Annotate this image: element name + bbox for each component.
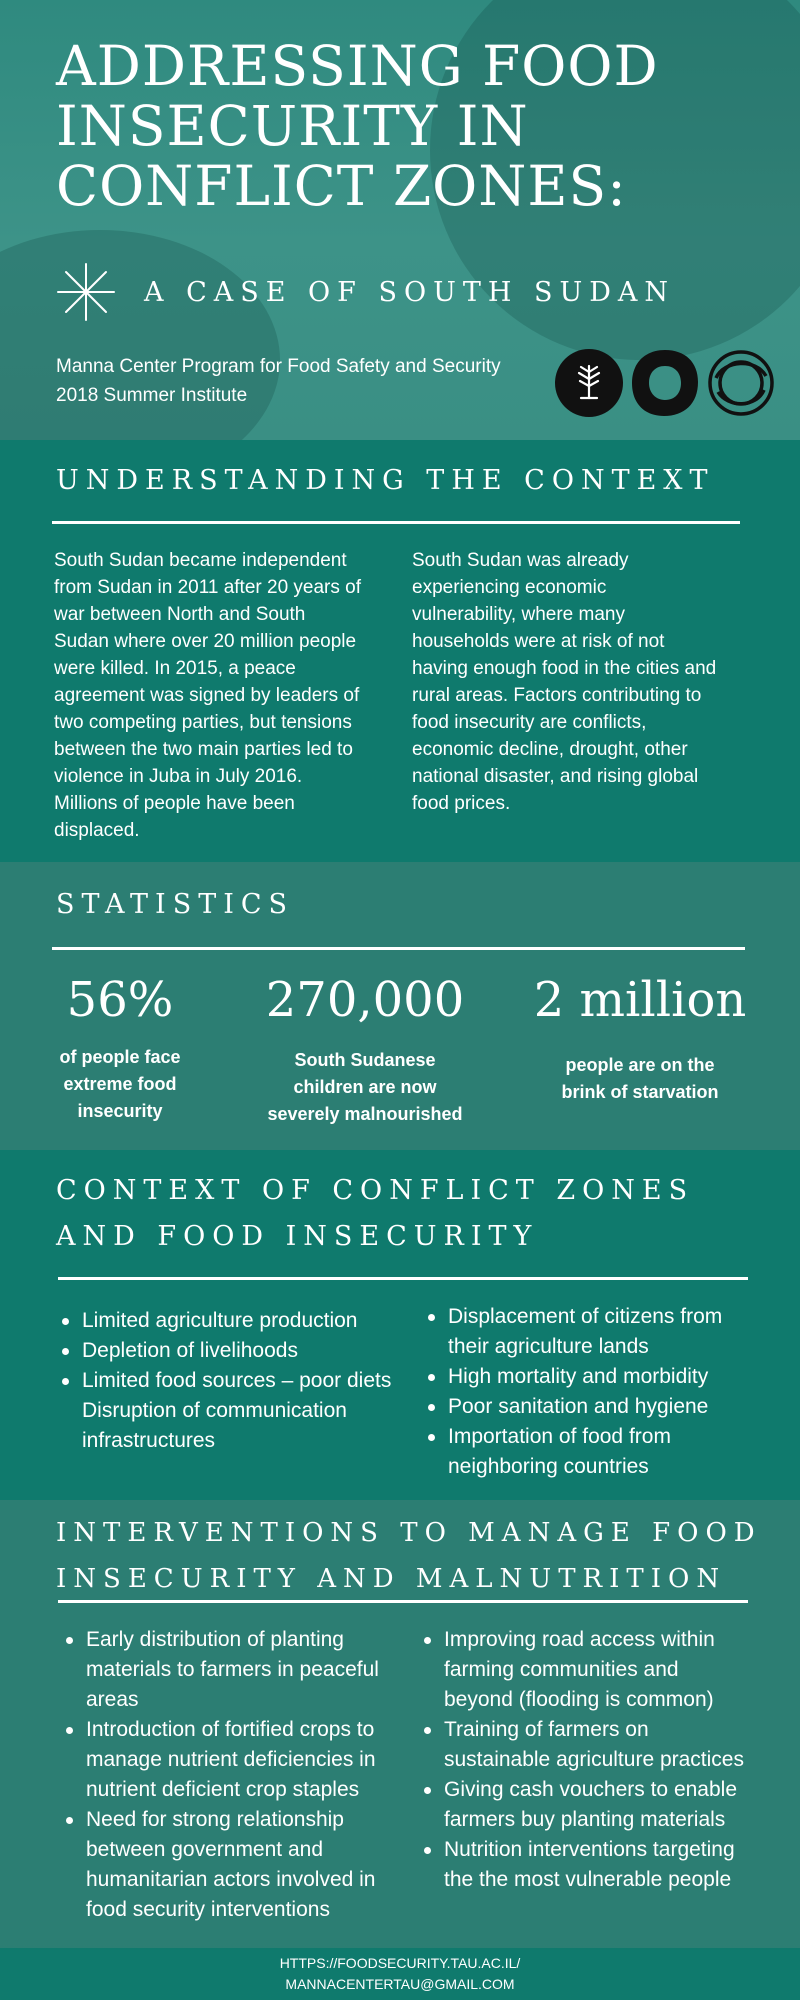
list-item-line: Giving cash vouchers to enable xyxy=(444,1778,738,1801)
list-item-line: Disruption of communication xyxy=(82,1399,347,1422)
footer xyxy=(0,1948,800,2000)
context-paragraph-right xyxy=(412,547,757,817)
text-line: war between North and South xyxy=(54,604,306,625)
text-line: South Sudan became independent xyxy=(54,550,347,571)
section-divider xyxy=(58,1277,748,1280)
organization-info xyxy=(56,352,501,410)
text-line: between the two main parties led to xyxy=(54,739,353,760)
institute-name: 2018 Summer Institute xyxy=(56,385,248,406)
list-item-line: Limited food sources – poor diets xyxy=(82,1369,392,1392)
list-item xyxy=(418,1775,793,1835)
list-item-line: Limited agriculture production xyxy=(82,1309,358,1332)
text-line: rural areas. Factors contributing to xyxy=(412,685,702,706)
stat-value: 270,000 xyxy=(265,972,465,1028)
heading-line: INSECURITY AND MALNUTRITION xyxy=(56,1564,727,1594)
title-line: ADDRESSING FOOD xyxy=(56,34,659,98)
tau-emblem-logo xyxy=(554,348,624,418)
list-item-line: between government and xyxy=(86,1838,323,1861)
list-item xyxy=(422,1362,782,1392)
list-item xyxy=(418,1715,793,1775)
logo-group xyxy=(554,348,776,418)
page-title xyxy=(56,36,756,216)
text-line: two competing parties, but tensions xyxy=(54,712,352,733)
heading-line: AND FOOD INSECURITY xyxy=(56,1221,539,1252)
page-subtitle: A CASE OF SOUTH SUDAN xyxy=(144,276,676,308)
list-item-line: nutrient deficient crop staples xyxy=(86,1778,360,1801)
section-divider xyxy=(52,947,745,950)
list-item xyxy=(422,1392,782,1422)
hero-banner xyxy=(0,0,800,440)
list-item-line: Need for strong relationship xyxy=(86,1808,344,1831)
list-item-line: beyond (flooding is common) xyxy=(444,1688,714,1711)
ring-logo xyxy=(630,348,700,418)
stat-label-line: people are on the xyxy=(565,1055,715,1075)
list-item xyxy=(56,1366,426,1456)
interventions-right-list xyxy=(418,1625,793,1895)
list-item-line: materials to farmers in peaceful xyxy=(86,1658,379,1681)
list-item-line: Introduction of fortified crops to xyxy=(86,1718,375,1741)
text-line: agreement was signed by leaders of xyxy=(54,685,360,706)
text-line: from Sudan in 2011 after 20 years of xyxy=(54,577,361,598)
stat-label xyxy=(530,1052,750,1106)
subtitle-row xyxy=(56,262,675,322)
list-item-line: Importation of food from xyxy=(448,1425,671,1448)
stat-label-line: South Sudanese xyxy=(294,1050,436,1070)
section-heading xyxy=(56,1168,694,1260)
heading-line: CONTEXT OF CONFLICT ZONES xyxy=(56,1175,695,1206)
stat-label-line: extreme food xyxy=(63,1074,177,1094)
list-item-line: food security interventions xyxy=(86,1898,330,1921)
list-item xyxy=(56,1306,426,1336)
section-heading: STATISTICS xyxy=(56,889,295,920)
list-item-line: infrastructures xyxy=(82,1429,216,1452)
list-item-line: humanitarian actors involved in xyxy=(86,1868,376,1891)
list-item xyxy=(418,1625,793,1715)
stat-value: 2 million xyxy=(533,972,747,1028)
text-line: Millions of people have been xyxy=(54,793,295,814)
stat-label-line: brink of starvation xyxy=(561,1082,719,1102)
title-line: CONFLICT ZONES: xyxy=(56,154,627,218)
list-item xyxy=(422,1422,782,1482)
list-item-line: Training of farmers on xyxy=(444,1718,649,1741)
list-item xyxy=(60,1715,430,1805)
text-line: households were at risk of not xyxy=(412,631,665,652)
understanding-context-section xyxy=(0,440,800,862)
text-line: food insecurity are conflicts, xyxy=(412,712,647,733)
section-heading: UNDERSTANDING THE CONTEXT xyxy=(56,465,715,496)
list-item-line: Early distribution of planting xyxy=(86,1628,344,1651)
asterisk-star-icon xyxy=(56,262,116,322)
heading-line: INTERVENTIONS TO MANAGE FOOD xyxy=(56,1518,762,1548)
text-line: economic decline, drought, other xyxy=(412,739,688,760)
list-item-line: Nutrition interventions targeting xyxy=(444,1838,735,1861)
text-line: national disaster, and rising global xyxy=(412,766,699,787)
text-line: food prices. xyxy=(412,793,511,814)
text-line: Sudan where over 20 million people xyxy=(54,631,357,652)
list-item-line: Displacement of citizens from xyxy=(448,1305,723,1328)
text-line: violence in Juba in July 2016. xyxy=(54,766,303,787)
list-item xyxy=(422,1302,782,1362)
statistics-section xyxy=(0,862,800,1150)
section-divider xyxy=(52,521,740,524)
list-item-line: Poor sanitation and hygiene xyxy=(448,1395,709,1418)
list-item-line: the the most vulnerable people xyxy=(444,1868,732,1891)
list-item-line: their agriculture lands xyxy=(448,1335,649,1358)
list-item xyxy=(56,1336,426,1366)
stat-label-line: of people face xyxy=(59,1047,181,1067)
double-ring-logo xyxy=(706,348,776,418)
list-item-line: High mortality and morbidity xyxy=(448,1365,709,1388)
text-line: experiencing economic xyxy=(412,577,607,598)
list-item-line: Depletion of livelihoods xyxy=(82,1339,298,1362)
list-item-line: neighboring countries xyxy=(448,1455,649,1478)
stat-label xyxy=(245,1047,485,1128)
list-item-line: areas xyxy=(86,1688,139,1711)
list-item-line: farmers buy planting materials xyxy=(444,1808,726,1831)
stat-label xyxy=(20,1044,220,1125)
context-paragraph-left xyxy=(54,547,399,844)
list-item-line: manage nutrient deficiencies in xyxy=(86,1748,376,1771)
text-line: displaced. xyxy=(54,820,140,841)
text-line: vulnerability, where many xyxy=(412,604,625,625)
stat-label-line: insecurity xyxy=(77,1101,163,1121)
interventions-left-list xyxy=(60,1625,430,1925)
title-line: INSECURITY IN xyxy=(56,94,529,158)
section-heading xyxy=(56,1510,762,1602)
stat-label-line: severely malnourished xyxy=(267,1104,463,1124)
list-item xyxy=(60,1805,430,1925)
stat-label-line: children are now xyxy=(293,1077,437,1097)
conflict-factors-right-list xyxy=(422,1302,782,1482)
text-line: South Sudan was already xyxy=(412,550,629,571)
organization-name: Manna Center Program for Food Safety and Security xyxy=(56,356,501,377)
list-item-line: farming communities and xyxy=(444,1658,679,1681)
list-item xyxy=(60,1625,430,1715)
interventions-section xyxy=(0,1500,800,1948)
text-line: having enough food in the cities and xyxy=(412,658,717,679)
list-item-line: sustainable agriculture practices xyxy=(444,1748,744,1771)
conflict-factors-left-list xyxy=(56,1306,426,1456)
section-divider xyxy=(58,1600,748,1603)
conflict-zones-section xyxy=(0,1150,800,1500)
text-line: were killed. In 2015, a peace xyxy=(54,658,296,679)
list-item xyxy=(418,1835,793,1895)
website-link[interactable]: HTTPS://FOODSECURITY.TAU.AC.IL/ xyxy=(279,1955,521,1971)
list-item-line: Improving road access within xyxy=(444,1628,715,1651)
email-link[interactable]: MANNACENTERTAU@GMAIL.COM xyxy=(285,1976,515,1992)
stat-value: 56% xyxy=(66,972,174,1028)
